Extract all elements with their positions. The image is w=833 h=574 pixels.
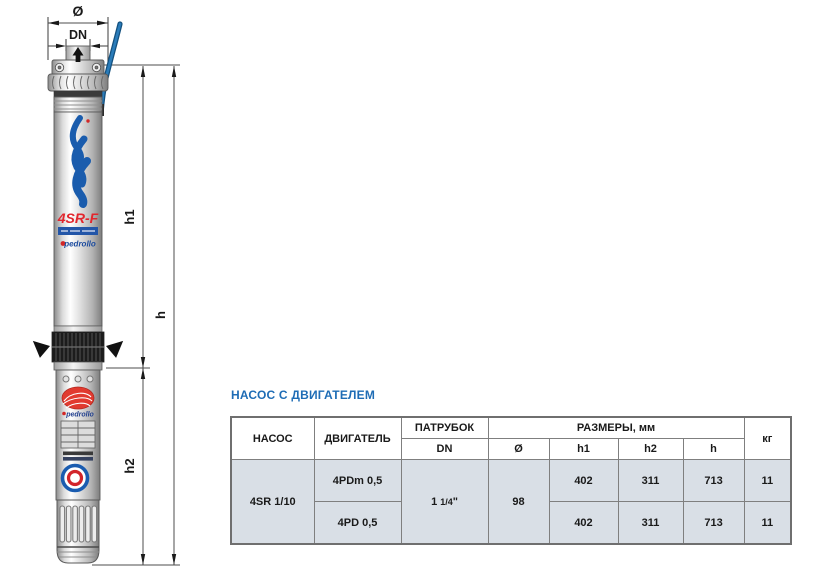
section-title: НАСОС С ДВИГАТЕЛЕМ xyxy=(231,388,376,402)
inflow-arrow-left-icon xyxy=(33,338,52,359)
h1-value-cell: 402 xyxy=(549,460,618,502)
nameplate-bar-1 xyxy=(63,452,93,456)
pump-diagram xyxy=(0,0,200,574)
spec-section xyxy=(230,388,791,545)
motor-cell: 4PD 0,5 xyxy=(314,502,401,545)
nameplate xyxy=(61,421,95,448)
header-row-1 xyxy=(231,417,791,439)
h2-label: h2 xyxy=(122,458,137,474)
swirl-red-dot-icon xyxy=(86,119,89,122)
col-header-dn: DN xyxy=(401,439,488,460)
diameter-value-cell: 98 xyxy=(488,460,549,545)
h2-value-cell: 311 xyxy=(618,460,683,502)
col-header-motor: ДВИГАТЕЛЬ xyxy=(314,417,401,460)
motor-red-logo-icon xyxy=(62,387,94,409)
col-header-weight: кг xyxy=(744,417,791,460)
dn-fraction: 1/4 xyxy=(440,496,453,507)
dn-arrow-left-icon xyxy=(56,44,66,49)
weight-value-cell: 11 xyxy=(744,502,791,545)
dn-value-cell xyxy=(401,460,488,545)
intake-section xyxy=(52,332,104,362)
diameter-arrow-left-icon xyxy=(48,21,59,26)
diameter-arrow-right-icon xyxy=(97,21,108,26)
col-header-h: h xyxy=(683,439,744,460)
h-value-cell: 713 xyxy=(683,460,744,502)
col-header-h2: h2 xyxy=(618,439,683,460)
motor-cell: 4PDm 0,5 xyxy=(314,460,401,502)
col-header-port: ПАТРУБОК xyxy=(401,417,488,439)
dn-whole: 1 xyxy=(431,495,438,508)
dn-label: DN xyxy=(68,28,88,42)
pump-series-label: 4SR-F xyxy=(57,210,99,226)
brand-label-lower: pedrollo xyxy=(66,411,94,419)
brand-label-upper: pedrollo xyxy=(64,239,96,249)
nameplate-bar-2 xyxy=(63,457,93,461)
col-header-pump: НАСОС xyxy=(231,417,314,460)
h1-label: h1 xyxy=(122,209,137,225)
col-header-h1: h1 xyxy=(549,439,618,460)
dn-unit: " xyxy=(452,495,458,508)
dn-arrow-right-icon xyxy=(90,44,100,49)
h2-value-cell: 311 xyxy=(618,502,683,545)
diameter-label: Ø xyxy=(72,3,84,19)
spec-table xyxy=(230,416,792,545)
col-header-diameter: Ø xyxy=(488,439,549,460)
head-crown xyxy=(48,74,108,91)
table-row xyxy=(231,460,791,502)
weight-value-cell: 11 xyxy=(744,460,791,502)
round-badge-icon xyxy=(63,466,88,491)
h-label: h xyxy=(153,311,168,319)
bottom-cap xyxy=(57,500,99,563)
pump-model-cell: 4SR 1/10 xyxy=(231,460,314,545)
h-value-cell: 713 xyxy=(683,502,744,545)
series-banner xyxy=(58,227,98,235)
col-header-dimensions: РАЗМЕРЫ, мм xyxy=(488,417,744,439)
inflow-arrow-right-icon xyxy=(104,338,123,359)
h1-value-cell: 402 xyxy=(549,502,618,545)
